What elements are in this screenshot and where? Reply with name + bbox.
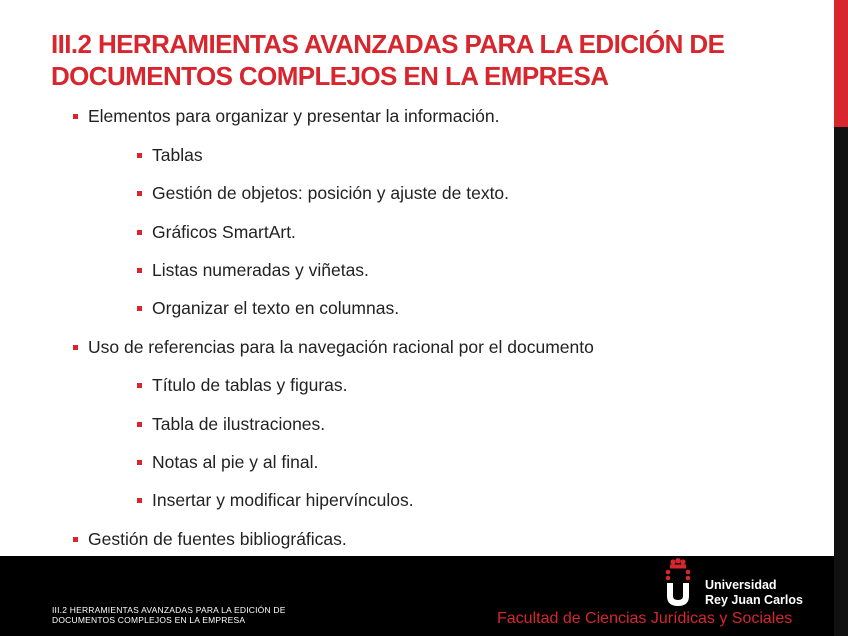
footer-caption-line2: DOCUMENTOS COMPLEJOS EN LA EMPRESA xyxy=(52,615,246,625)
university-name-line2: Rey Juan Carlos xyxy=(705,593,803,607)
bullet-marker-icon xyxy=(73,537,78,542)
bullet-text: Notas al pie y al final. xyxy=(152,452,319,472)
bullet-item xyxy=(152,373,348,397)
bullet-marker-icon xyxy=(137,422,142,427)
bullet-text: Tablas xyxy=(152,145,203,165)
bullet-item xyxy=(88,335,594,359)
bullet-item xyxy=(152,181,509,205)
bullet-text: Listas numeradas y viñetas. xyxy=(152,260,369,280)
bullet-marker-icon xyxy=(137,383,142,388)
bullet-marker-icon xyxy=(137,498,142,503)
bullet-item xyxy=(152,488,414,512)
slide-title: III.2 HERRAMIENTAS AVANZADAS PARA LA EDICIÓN DE DOCUMENTOS COMPLEJOS EN LA EMPRESA xyxy=(51,29,725,91)
bullet-marker-icon xyxy=(73,114,78,119)
bullet-item xyxy=(152,143,203,167)
bullet-marker-icon xyxy=(137,268,142,273)
bullet-item xyxy=(88,527,347,551)
bullet-text: Insertar y modificar hipervínculos. xyxy=(152,490,414,510)
bullet-text: Organizar el texto en columnas. xyxy=(152,298,400,318)
university-logo xyxy=(663,558,813,610)
side-accent-red xyxy=(834,0,848,127)
bullet-item xyxy=(152,450,318,474)
university-name xyxy=(705,578,803,608)
bullet-marker-icon xyxy=(137,306,142,311)
bullet-text: Elementos para organizar y presentar la información. xyxy=(88,106,500,126)
bullet-marker-icon xyxy=(73,345,78,350)
urjc-logo-icon xyxy=(663,558,693,606)
side-accent-black xyxy=(834,127,848,636)
bullet-marker-icon xyxy=(137,153,142,158)
university-name-line1: Universidad xyxy=(705,578,777,592)
footer-caption-line1: III.2 HERRAMIENTAS AVANZADAS PARA LA EDICIÓN DE xyxy=(52,605,286,615)
footer-caption xyxy=(52,605,352,625)
bullet-item xyxy=(152,258,369,282)
bullet-text: Gestión de fuentes bibliográficas. xyxy=(88,529,347,549)
bullet-item xyxy=(152,220,296,244)
bullet-text: Gestión de objetos: posición y ajuste de texto. xyxy=(152,183,510,203)
footer-bar xyxy=(0,556,834,636)
bullet-text: Uso de referencias para la navegación racional por el documento xyxy=(88,337,594,357)
faculty-name: Facultad de Ciencias Jurídicas y Sociales xyxy=(497,610,793,627)
bullet-text: Gráficos SmartArt. xyxy=(152,222,296,242)
bullet-marker-icon xyxy=(137,460,142,465)
bullet-item xyxy=(152,412,325,436)
bullet-text: Tabla de ilustraciones. xyxy=(152,414,326,434)
bullet-item xyxy=(88,104,499,128)
bullet-text: Título de tablas y figuras. xyxy=(152,375,348,395)
bullet-item xyxy=(152,296,399,320)
bullet-marker-icon xyxy=(137,191,142,196)
bullet-marker-icon xyxy=(137,230,142,235)
